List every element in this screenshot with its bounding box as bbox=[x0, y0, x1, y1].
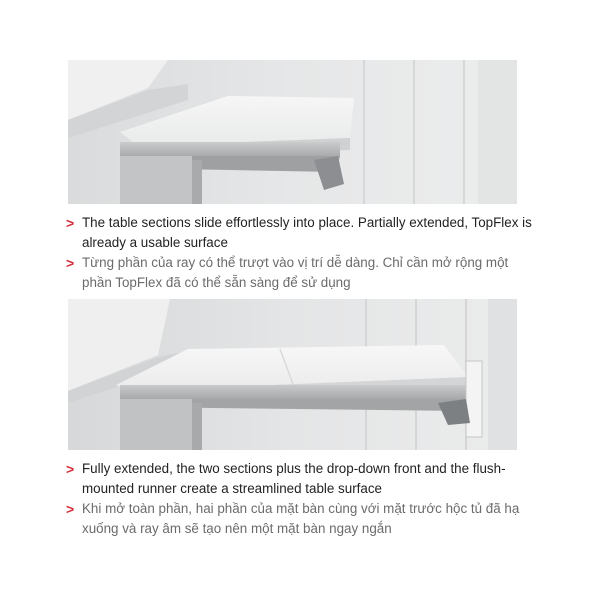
fully-extended-table-photo bbox=[68, 299, 517, 450]
section-2-captions bbox=[66, 459, 536, 539]
bullet-marker: > bbox=[66, 215, 75, 231]
bullet-marker: > bbox=[66, 255, 75, 271]
bullet-en bbox=[66, 459, 536, 499]
bullet-en bbox=[66, 213, 536, 253]
partially-extended-table-photo bbox=[68, 60, 517, 204]
bullet-vi bbox=[66, 253, 536, 293]
caption-vi: Khi mở toàn phần, hai phần của mặt bàn cùng với mặt trước hộc tủ đã hạ xuống và ray âm sẽ tạo nên một mặt bàn ngay ngắn bbox=[82, 501, 520, 536]
bullet-marker: > bbox=[66, 501, 75, 517]
bullet-vi bbox=[66, 499, 536, 539]
caption-en: Fully extended, the two sections plus the drop-down front and the flush-mounted runner create a streamlined table surface bbox=[82, 461, 506, 496]
section-1-captions bbox=[66, 213, 536, 293]
caption-vi: Từng phần của ray có thể trượt vào vị trí dễ dàng. Chỉ cần mở rộng một phần TopFlex đã có thể sẵn sàng để sử dụng bbox=[82, 255, 509, 290]
bullet-marker: > bbox=[66, 461, 75, 477]
caption-en: The table sections slide effortlessly into place. Partially extended, TopFlex is already a usable surface bbox=[82, 215, 532, 250]
